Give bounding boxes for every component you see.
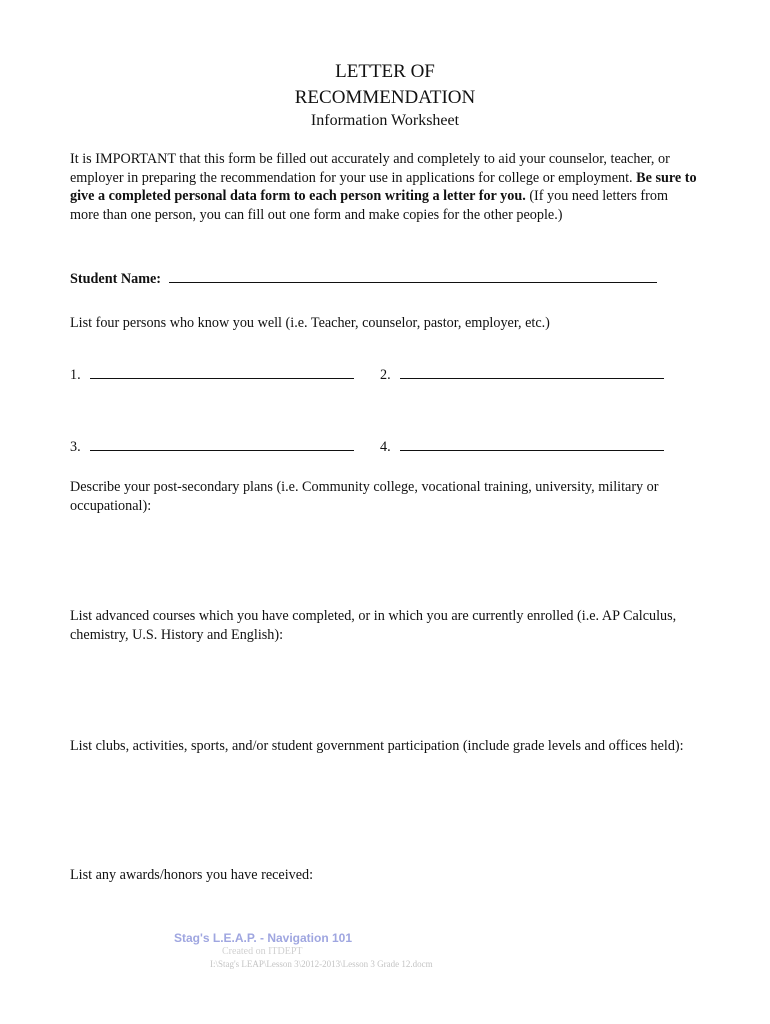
footer-created: Created on ITDEPT <box>222 946 303 957</box>
page-title-line-2: RECOMMENDATION <box>294 87 476 108</box>
awards-prompt: List any awards/honors you have received: <box>70 867 314 883</box>
person-4-number: 4. <box>380 439 391 455</box>
student-name-row <box>70 270 657 288</box>
footer-title: Stag's L.E.A.P. - Navigation 101 <box>174 931 353 945</box>
footer-path: I:\Stag's LEAP\Lesson 3\2012-2013\Lesson 3 Grade 12.docm <box>210 959 433 969</box>
person-1-row <box>70 366 354 384</box>
persons-prompt: List four persons who know you well (i.e. Teacher, counselor, pastor, employer, etc.) <box>70 315 550 331</box>
plans-prompt: Describe your post-secondary plans (i.e. Community college, vocational training, university, military or occupational): <box>70 479 659 514</box>
student-name-field[interactable] <box>169 270 657 283</box>
intro-paragraph <box>70 150 700 224</box>
courses-prompt: List advanced courses which you have completed, or in which you are currently enrolled (i.e. AP Calculus, chemistry, U.S. History and English): <box>70 608 677 643</box>
person-2-row <box>380 366 664 384</box>
intro-bold-text: Be sure to give a completed personal data form to each person writing a letter for you. <box>70 169 697 205</box>
person-1-field[interactable] <box>90 366 354 379</box>
person-4-row <box>380 438 664 456</box>
page-title-line-1: LETTER OF <box>335 61 435 82</box>
person-2-field[interactable] <box>400 366 664 379</box>
intro-text-2: (If you need letters from more than one person, you can fill out one form and make copies for the other people.) <box>70 188 668 223</box>
student-name-label: Student Name: <box>70 271 162 287</box>
person-3-number: 3. <box>70 439 81 455</box>
person-3-row <box>70 438 354 456</box>
page-subtitle: Information Worksheet <box>310 112 460 129</box>
person-1-number: 1. <box>70 367 81 383</box>
person-3-field[interactable] <box>90 438 354 451</box>
intro-text-1: It is IMPORTANT that this form be filled out accurately and completely to aid your counselor, teacher, or employer in preparing the recommendation for your use in applications for college or employment. <box>70 151 670 186</box>
person-2-number: 2. <box>380 367 391 383</box>
person-4-field[interactable] <box>400 438 664 451</box>
clubs-prompt: List clubs, activities, sports, and/or student government participation (include grade levels and offices held): <box>70 738 684 754</box>
